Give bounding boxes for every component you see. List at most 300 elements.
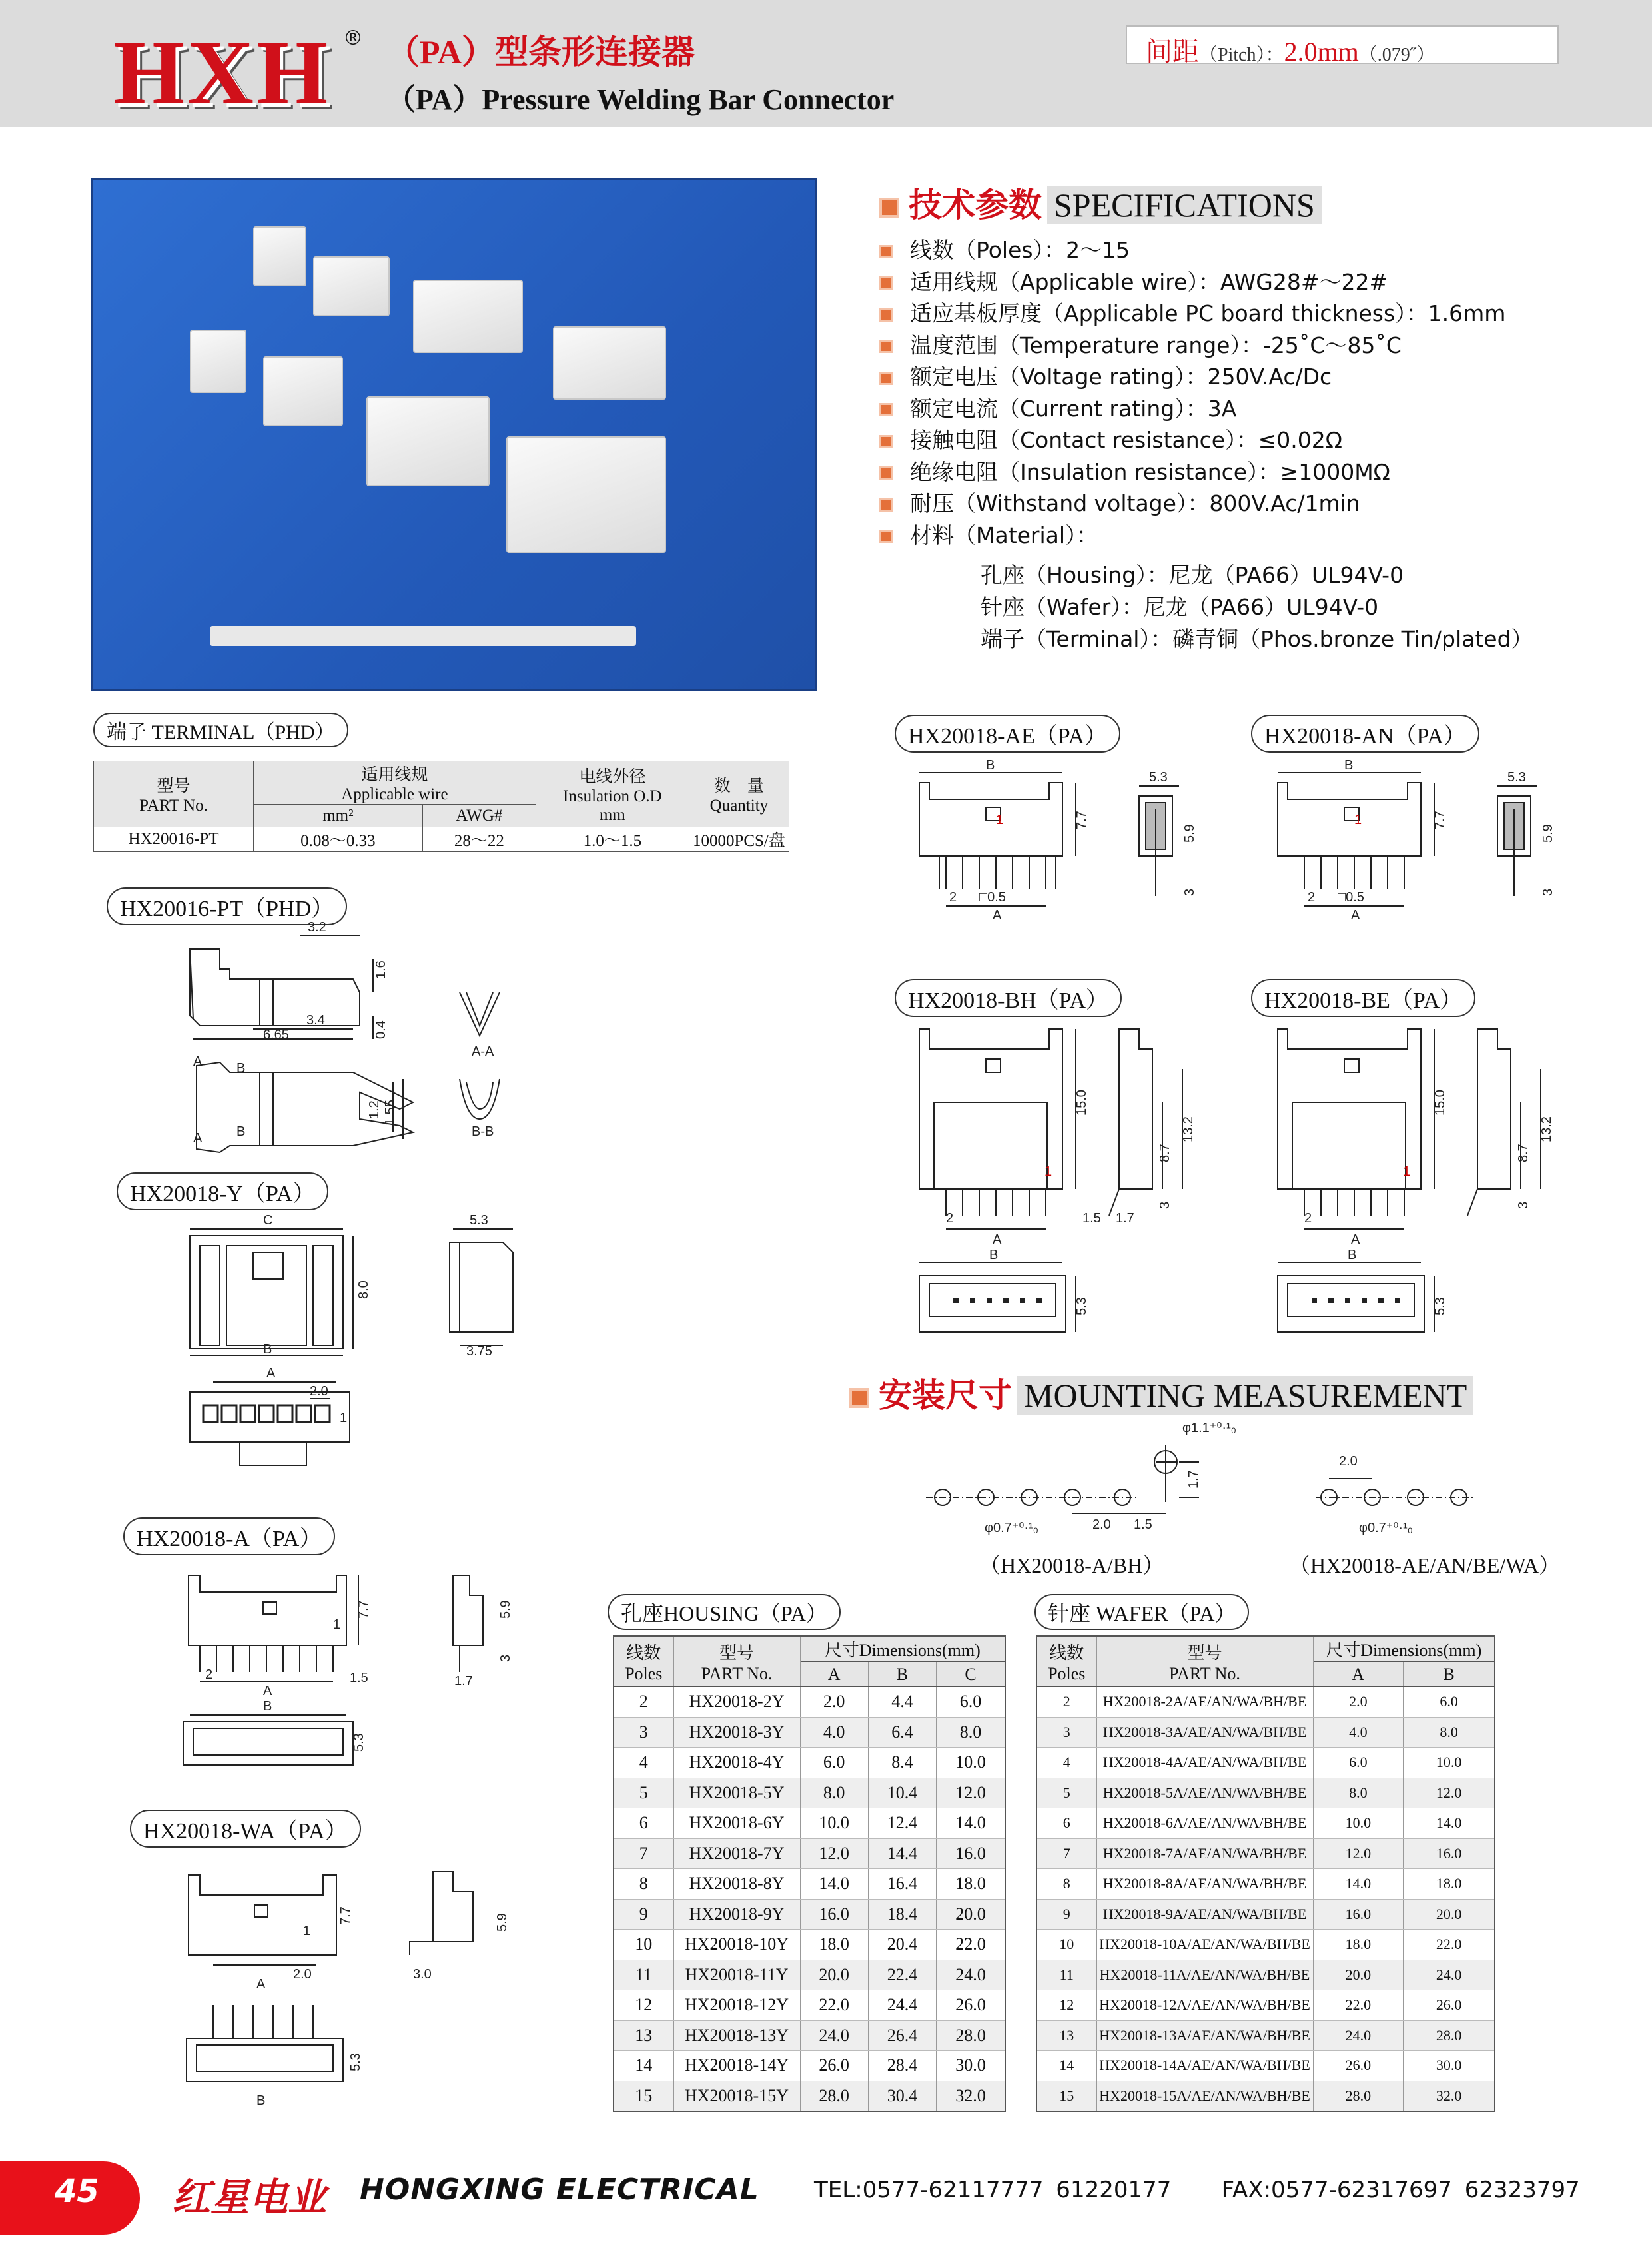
wafer-cell: 12.0: [1404, 1778, 1495, 1808]
dim-wa-b: B: [256, 2093, 266, 2108]
wafer-cell: 10.0: [1313, 1808, 1404, 1839]
wafer-cell: 20.0: [1404, 1899, 1495, 1930]
section-bb: B-B: [472, 1124, 494, 1139]
dim-m-3: 1.5: [1134, 1517, 1152, 1532]
terminal-label: 端子 TERMINAL（PHD）: [93, 713, 348, 747]
housing-cell: 18.0: [800, 1930, 868, 1960]
th-od-en: Insulation O.D: [563, 787, 662, 805]
mounting-heading-en: MOUNTING MEASUREMENT: [1017, 1376, 1473, 1415]
wafer-cell: HX20018-6A/AE/AN/WA/BH/BE: [1096, 1808, 1313, 1839]
dim-y-p: 2.0: [310, 1384, 328, 1399]
wafer-cell: 4.0: [1313, 1717, 1404, 1748]
dim-m-4: 2.0: [1339, 1454, 1358, 1469]
housing-cell: 20.0: [800, 1960, 868, 1990]
table-row: [614, 1838, 1005, 1869]
pin1: 1: [1044, 1164, 1052, 1179]
housing-cell: 8: [614, 1869, 673, 1900]
housing-cell: 4: [614, 1748, 673, 1778]
footer-fax: FAX:0577-62317697 62323797: [1221, 2177, 1580, 2203]
dim-wa-s1: 5.9: [495, 1913, 510, 1932]
section-a-bottom: A: [193, 1131, 203, 1146]
housing-cell: HX20018-4Y: [673, 1748, 800, 1778]
section-aa: A-A: [472, 1044, 494, 1059]
housing-cell: HX20018-6Y: [673, 1808, 800, 1839]
mounting-heading-cn: 安装尺寸: [879, 1376, 1012, 1415]
wafer-cell: 9: [1036, 1899, 1096, 1930]
table-row: [614, 1960, 1005, 1990]
label-hx20018-ae: HX20018-AE（PA）: [895, 715, 1120, 753]
housing-cell: 24.0: [800, 2020, 868, 2051]
table-row: [1036, 1930, 1495, 1960]
housing-cell: 24.0: [937, 1960, 1005, 1990]
wafer-cell: 10.0: [1404, 1748, 1495, 1778]
housing-cell: 4.4: [868, 1687, 936, 1718]
housing-cell: HX20018-14Y: [673, 2051, 800, 2081]
spec-text: 适用线规（Applicable wire）：AWG28#〜22#: [910, 268, 1388, 295]
footer-brand-cn: 红星电业: [172, 2175, 327, 2220]
dim-a-d: 1.5: [350, 1671, 368, 1685]
wafer-cell: 2.0: [1313, 1687, 1404, 1718]
housing-cell: 2: [614, 1687, 673, 1718]
housing-cell: HX20018-5Y: [673, 1778, 800, 1808]
table-row: [1036, 2051, 1495, 2081]
wafer-cell: HX20018-8A/AE/AN/WA/BH/BE: [1096, 1869, 1313, 1900]
housing-cell: 28.0: [800, 2081, 868, 2111]
dim-a-s2: 3: [498, 1654, 513, 1662]
pin1-y: 1: [340, 1411, 348, 1425]
housing-cell: 6.0: [800, 1748, 868, 1778]
pitch-value: 2.0mm: [1284, 37, 1359, 67]
dim-y-w: 5.3: [470, 1213, 488, 1228]
registered-mark: ®: [343, 27, 363, 50]
wafer-cell: HX20018-11A/AE/AN/WA/BH/BE: [1096, 1960, 1313, 1990]
pin1: 1: [1403, 1164, 1411, 1179]
dim-a-s1: 5.9: [498, 1600, 513, 1619]
housing-cell: 13: [614, 2020, 673, 2051]
table-row: [1036, 1808, 1495, 1839]
housing-cell: 11: [614, 1960, 673, 1990]
table-row: [1036, 1990, 1495, 2021]
housing-cell: 22.0: [937, 1930, 1005, 1960]
cell-qty: 10000PCS/盘: [689, 827, 789, 852]
table-row: [614, 1869, 1005, 1900]
dim-sq: □0.5: [1338, 890, 1364, 905]
housing-cell: 4.0: [800, 1717, 868, 1748]
material-item: 孔座（Housing）：尼龙（PA66）UL94V-0: [981, 562, 1404, 588]
label-hx20018-an: HX20018-AN（PA）: [1251, 715, 1479, 753]
dim-wa-a: A: [256, 1977, 266, 1992]
dim-h: 15.0: [1433, 1090, 1447, 1116]
housing-label: 孔座HOUSING（PA）: [608, 1594, 841, 1630]
dim-h: 7.7: [1074, 811, 1089, 829]
th-od-mm: mm: [599, 806, 625, 824]
dim-s2: 13.2: [1181, 1116, 1196, 1142]
cell-awg: 28〜22: [422, 827, 536, 852]
wafer-cell: 14.0: [1404, 1808, 1495, 1839]
wafer-cell: HX20018-4A/AE/AN/WA/BH/BE: [1096, 1748, 1313, 1778]
wafer-cell: 8: [1036, 1869, 1096, 1900]
wafer-cell: HX20018-3A/AE/AN/WA/BH/BE: [1096, 1717, 1313, 1748]
dim-a: A: [993, 908, 1002, 923]
dim-h: 7.7: [1433, 811, 1447, 829]
mounting-caption-1: （HX20018-A/BH）: [979, 1553, 1164, 1577]
dim-p: 2: [946, 1211, 954, 1226]
wafer-cell: 2: [1036, 1687, 1096, 1718]
spec-heading-en: SPECIFICATIONS: [1047, 186, 1322, 224]
wafer-cell: 4: [1036, 1748, 1096, 1778]
housing-cell: 16.0: [937, 1838, 1005, 1869]
spec-text: 接触电阻（Contact resistance）：≤0.02Ω: [910, 427, 1342, 453]
housing-cell: 32.0: [937, 2081, 1005, 2111]
dim-d: 1.5: [1082, 1211, 1101, 1226]
table-row: [614, 1717, 1005, 1748]
housing-cell: 16.0: [800, 1899, 868, 1930]
table-row: [1036, 1899, 1495, 1930]
cell-part: HX20016-PT: [94, 827, 254, 852]
dim-a: A: [993, 1232, 1002, 1247]
dim-s1: 8.7: [1516, 1144, 1531, 1162]
dim-p: 2: [1304, 1211, 1312, 1226]
section-a-top: A: [193, 1054, 203, 1069]
dim-wa-h: 7.7: [338, 1906, 353, 1925]
dim-wa-s2: 3.0: [413, 1967, 432, 1982]
wafer-label: 针座 WAFER（PA）: [1034, 1594, 1249, 1630]
wafer-cell: 26.0: [1404, 1990, 1495, 2021]
pitch-label-en: （Pitch）：: [1199, 45, 1284, 65]
wafer-cell: 18.0: [1313, 1930, 1404, 1960]
table-row: [1036, 2081, 1495, 2111]
th-part-en: PART No.: [139, 797, 208, 815]
wafer-cell: 30.0: [1404, 2051, 1495, 2081]
wafer-cell: 14.0: [1313, 1869, 1404, 1900]
pitch-inch: （.079˝）: [1358, 45, 1436, 65]
housing-cell: HX20018-11Y: [673, 1960, 800, 1990]
wafer-cell: 6: [1036, 1808, 1096, 1839]
wafer-cell: 18.0: [1404, 1869, 1495, 1900]
dim-s3: 3: [1158, 1201, 1172, 1209]
table-row: [1036, 1778, 1495, 1808]
dim-s1: 8.7: [1158, 1144, 1172, 1162]
th-wire-cn: 适用线规: [361, 766, 428, 784]
housing-cell: 5: [614, 1778, 673, 1808]
housing-cell: 18.4: [868, 1899, 936, 1930]
dim-a: A: [1351, 1232, 1360, 1247]
table-row: [1036, 1960, 1495, 1990]
h-col-a: A: [800, 1662, 868, 1687]
footer-tel: TEL:0577-62117777 61220177: [814, 2177, 1172, 2203]
page-number: 45: [55, 2173, 99, 2210]
housing-cell: 14.0: [937, 1808, 1005, 1839]
title-cn: （PA）型条形连接器: [386, 33, 695, 71]
wafer-cell: 22.0: [1313, 1990, 1404, 2021]
wafer-cell: 3: [1036, 1717, 1096, 1748]
dim-pt-1: 3.2: [308, 920, 326, 934]
housing-cell: 2.0: [800, 1687, 868, 1718]
housing-cell: HX20018-7Y: [673, 1838, 800, 1869]
dim-h: 15.0: [1074, 1090, 1089, 1116]
table-row: [614, 1899, 1005, 1930]
dim-s1: 5.9: [1182, 824, 1197, 843]
table-row: [614, 2081, 1005, 2111]
wafer-cell: 8.0: [1313, 1778, 1404, 1808]
housing-cell: 12: [614, 1990, 673, 2021]
dim-m-2: 2.0: [1092, 1517, 1111, 1532]
housing-cell: 22.0: [800, 1990, 868, 2021]
dim-a-a: A: [263, 1684, 272, 1698]
wafer-cell: 24.0: [1313, 2020, 1404, 2051]
housing-cell: 10.0: [937, 1748, 1005, 1778]
dim-pt-7: 1.55: [383, 1100, 398, 1126]
housing-cell: 26.4: [868, 2020, 936, 2051]
wafer-cell: 12: [1036, 1990, 1096, 2021]
dim-y-b: B: [263, 1342, 272, 1357]
spec-text: 温度范围（Temperature range）：-25˚C〜85˚C: [910, 332, 1402, 358]
dim-s1: 5.9: [1541, 824, 1555, 843]
pin1-a: 1: [333, 1617, 341, 1632]
wafer-cell: HX20018-5A/AE/AN/WA/BH/BE: [1096, 1778, 1313, 1808]
housing-cell: 28.4: [868, 2051, 936, 2081]
wafer-cell: 7: [1036, 1838, 1096, 1869]
h-part-en: PART No.: [701, 1664, 773, 1683]
section-b-bottom: B: [236, 1124, 246, 1139]
wafer-cell: 26.0: [1313, 2051, 1404, 2081]
wafer-cell: HX20018-7A/AE/AN/WA/BH/BE: [1096, 1838, 1313, 1869]
housing-cell: 22.4: [868, 1960, 936, 1990]
housing-cell: 30.4: [868, 2081, 936, 2111]
housing-cell: HX20018-9Y: [673, 1899, 800, 1930]
spec-text: 绝缘电阻（Insulation resistance）：≥1000MΩ: [910, 458, 1390, 485]
w-col-b: B: [1404, 1662, 1495, 1687]
dim-b: B: [1348, 1248, 1357, 1262]
housing-cell: 14.0: [800, 1869, 868, 1900]
th-qty-en: Quantity: [709, 797, 769, 815]
footer-contact: [814, 2177, 1580, 2203]
label-hx20018-a: HX20018-A（PA）: [123, 1517, 335, 1555]
wafer-cell: 5: [1036, 1778, 1096, 1808]
dim-pt-2: 1.6: [374, 960, 388, 979]
th-mm: mm²: [254, 805, 423, 827]
dim-a-b: B: [263, 1699, 272, 1714]
wafer-cell: HX20018-10A/AE/AN/WA/BH/BE: [1096, 1930, 1313, 1960]
dim-a-p: 2: [205, 1667, 213, 1682]
table-row: [614, 1778, 1005, 1808]
housing-cell: HX20018-13Y: [673, 2020, 800, 2051]
table-row: [1036, 1687, 1495, 1718]
dim-y-h: 8.0: [356, 1280, 371, 1299]
wafer-cell: 6.0: [1313, 1748, 1404, 1778]
table-row: [614, 1687, 1005, 1718]
spec-text: 材料（Material）：: [910, 522, 1098, 548]
housing-cell: 10.0: [800, 1808, 868, 1839]
dim-w: 5.3: [1433, 1297, 1447, 1315]
th-awg: AWG#: [422, 805, 536, 827]
wafer-cell: HX20018-2A/AE/AN/WA/BH/BE: [1096, 1687, 1313, 1718]
w-part-en: PART No.: [1169, 1664, 1240, 1683]
spec-heading-cn: 技术参数: [909, 186, 1042, 224]
th-od-cn: 电线外径: [579, 768, 646, 786]
dim-s2: 3: [1182, 888, 1197, 896]
dim-a-s3: 1.7: [454, 1674, 473, 1688]
wafer-cell: 14: [1036, 2051, 1096, 2081]
housing-cell: 15: [614, 2081, 673, 2111]
section-b-top: B: [236, 1061, 246, 1076]
housing-cell: 7: [614, 1838, 673, 1869]
housing-cell: 30.0: [937, 2051, 1005, 2081]
table-row: [1036, 1869, 1495, 1900]
wafer-cell: 28.0: [1313, 2081, 1404, 2111]
dim-pt-3: 3.4: [306, 1013, 325, 1028]
w-col-a: A: [1313, 1662, 1404, 1687]
housing-cell: 8.0: [937, 1717, 1005, 1748]
wafer-table: [1036, 1635, 1495, 2112]
label-hx20018-be: HX20018-BE（PA）: [1251, 979, 1475, 1017]
h-col-c: C: [937, 1662, 1005, 1687]
wafer-cell: HX20018-12A/AE/AN/WA/BH/BE: [1096, 1990, 1313, 2021]
housing-cell: 14: [614, 2051, 673, 2081]
label-hx20018-y: HX20018-Y（PA）: [117, 1172, 328, 1210]
wafer-cell: 32.0: [1404, 2081, 1495, 2111]
hole-small-1: φ0.7⁺⁰·¹₀: [985, 1521, 1038, 1535]
wafer-cell: 11: [1036, 1960, 1096, 1990]
housing-cell: 14.4: [868, 1838, 936, 1869]
mounting-caption-2: （HX20018-AE/AN/BE/WA）: [1289, 1553, 1561, 1577]
housing-cell: 12.0: [800, 1838, 868, 1869]
housing-cell: 16.4: [868, 1869, 936, 1900]
h-poles-en: Poles: [625, 1664, 663, 1683]
th-qty-cn: 数 量: [713, 777, 764, 795]
dim-pt-5: 0.4: [374, 1020, 388, 1039]
pitch-label: 间距: [1146, 37, 1199, 67]
pin1: 1: [1354, 813, 1362, 827]
label-hx20018-wa: HX20018-WA（PA）: [130, 1810, 361, 1848]
housing-cell: HX20018-2Y: [673, 1687, 800, 1718]
dim-pt-4: 6.65: [263, 1028, 289, 1042]
dim-a-w: 5.3: [352, 1733, 366, 1752]
label-hx20018-bh: HX20018-BH（PA）: [895, 979, 1122, 1017]
dim-wa-w: 5.3: [348, 2053, 363, 2071]
wafer-cell: HX20018-14A/AE/AN/WA/BH/BE: [1096, 2051, 1313, 2081]
wafer-cell: HX20018-13A/AE/AN/WA/BH/BE: [1096, 2020, 1313, 2051]
dim-b: B: [986, 758, 995, 773]
housing-cell: 8.4: [868, 1748, 936, 1778]
dim-y-d: 3.75: [466, 1344, 492, 1359]
housing-cell: 10.4: [868, 1778, 936, 1808]
hole-big: φ1.1⁺⁰·¹₀: [1182, 1421, 1236, 1435]
housing-cell: HX20018-8Y: [673, 1869, 800, 1900]
housing-cell: 18.0: [937, 1869, 1005, 1900]
wafer-cell: 12.0: [1313, 1838, 1404, 1869]
wafer-cell: 24.0: [1404, 1960, 1495, 1990]
dim-p: 2: [949, 890, 957, 905]
dim-w: 5.3: [1149, 770, 1168, 785]
dim-pt-6: 1.2: [367, 1100, 382, 1119]
housing-cell: 6.4: [868, 1717, 936, 1748]
h-poles-cn: 线数: [626, 1643, 661, 1663]
wafer-cell: 10: [1036, 1930, 1096, 1960]
housing-cell: HX20018-3Y: [673, 1717, 800, 1748]
w-part-cn: 型号: [1187, 1643, 1222, 1663]
table-row: [614, 1748, 1005, 1778]
h-dim: 尺寸Dimensions(mm): [800, 1636, 1005, 1662]
cell-od: 1.0〜1.5: [536, 827, 689, 852]
housing-cell: HX20018-12Y: [673, 1990, 800, 2021]
dim-b: B: [989, 1248, 999, 1262]
wafer-cell: 16.0: [1404, 1838, 1495, 1869]
housing-cell: 26.0: [937, 1990, 1005, 2021]
housing-table: [613, 1635, 1006, 2112]
housing-cell: 24.4: [868, 1990, 936, 2021]
housing-cell: 3: [614, 1717, 673, 1748]
spec-text: 适应基板厚度（Applicable PC board thickness）：1.6mm: [910, 300, 1506, 326]
housing-cell: 26.0: [800, 2051, 868, 2081]
spec-text: 耐压（Withstand voltage）：800V.Ac/1min: [910, 490, 1360, 516]
dim-a: A: [1351, 908, 1360, 923]
material-item: 端子（Terminal）：磷青铜（Phos.bronze Tin/plated）: [981, 626, 1533, 652]
dim-w: 5.3: [1074, 1297, 1089, 1315]
label-hx20016-pt: HX20016-PT（PHD）: [107, 887, 347, 925]
wafer-cell: 22.0: [1404, 1930, 1495, 1960]
pin1: 1: [996, 813, 1004, 827]
wafer-cell: 8.0: [1404, 1717, 1495, 1748]
dim-p: 2: [1308, 890, 1316, 905]
housing-cell: 12.4: [868, 1808, 936, 1839]
table-row: [614, 2020, 1005, 2051]
wafer-cell: HX20018-9A/AE/AN/WA/BH/BE: [1096, 1899, 1313, 1930]
dim-y-c: C: [263, 1213, 273, 1228]
w-dim: 尺寸Dimensions(mm): [1313, 1636, 1495, 1662]
footer-brand-en: HONGXING ELECTRICAL: [360, 2173, 759, 2207]
th-wire-en: Applicable wire: [341, 785, 448, 803]
table-row: [1036, 1717, 1495, 1748]
h-part-cn: 型号: [719, 1643, 754, 1663]
housing-cell: 8.0: [800, 1778, 868, 1808]
h-col-b: B: [868, 1662, 936, 1687]
dim-s2: 3: [1541, 888, 1555, 896]
table-row: [614, 1930, 1005, 1960]
housing-cell: 20.0: [937, 1899, 1005, 1930]
housing-cell: 10: [614, 1930, 673, 1960]
wafer-cell: 15: [1036, 2081, 1096, 2111]
material-item: 针座（Wafer）：尼龙（PA66）UL94V-0: [981, 594, 1379, 620]
housing-cell: 28.0: [937, 2020, 1005, 2051]
table-row: [614, 2051, 1005, 2081]
table-row: [614, 1990, 1005, 2021]
dim-s2: 13.2: [1539, 1116, 1554, 1142]
dim-w: 5.3: [1507, 770, 1526, 785]
cell-mm: 0.08〜0.33: [254, 827, 423, 852]
w-poles-cn: 线数: [1049, 1643, 1084, 1663]
dim-wa-p: 2.0: [293, 1967, 312, 1982]
table-row: [614, 1808, 1005, 1839]
wafer-cell: 13: [1036, 2020, 1096, 2051]
dim-y-a: A: [266, 1366, 276, 1381]
spec-text: 线数（Poles）：2〜15: [910, 237, 1130, 263]
dim-s3: 3: [1516, 1201, 1531, 1209]
dim-b: B: [1344, 758, 1354, 773]
dim-m-1: 1.7: [1186, 1470, 1201, 1489]
title-en: （PA）Pressure Welding Bar Connector: [386, 83, 895, 116]
dim-sq: □0.5: [979, 890, 1006, 905]
housing-cell: 20.4: [868, 1930, 936, 1960]
housing-cell: HX20018-10Y: [673, 1930, 800, 1960]
spec-text: 额定电压（Voltage rating）：250V.Ac/Dc: [910, 364, 1332, 390]
wafer-cell: 16.0: [1313, 1899, 1404, 1930]
housing-cell: HX20018-15Y: [673, 2081, 800, 2111]
housing-cell: 12.0: [937, 1778, 1005, 1808]
th-part-cn: 型号: [157, 777, 191, 795]
wafer-cell: 28.0: [1404, 2020, 1495, 2051]
wafer-cell: 20.0: [1313, 1960, 1404, 1990]
